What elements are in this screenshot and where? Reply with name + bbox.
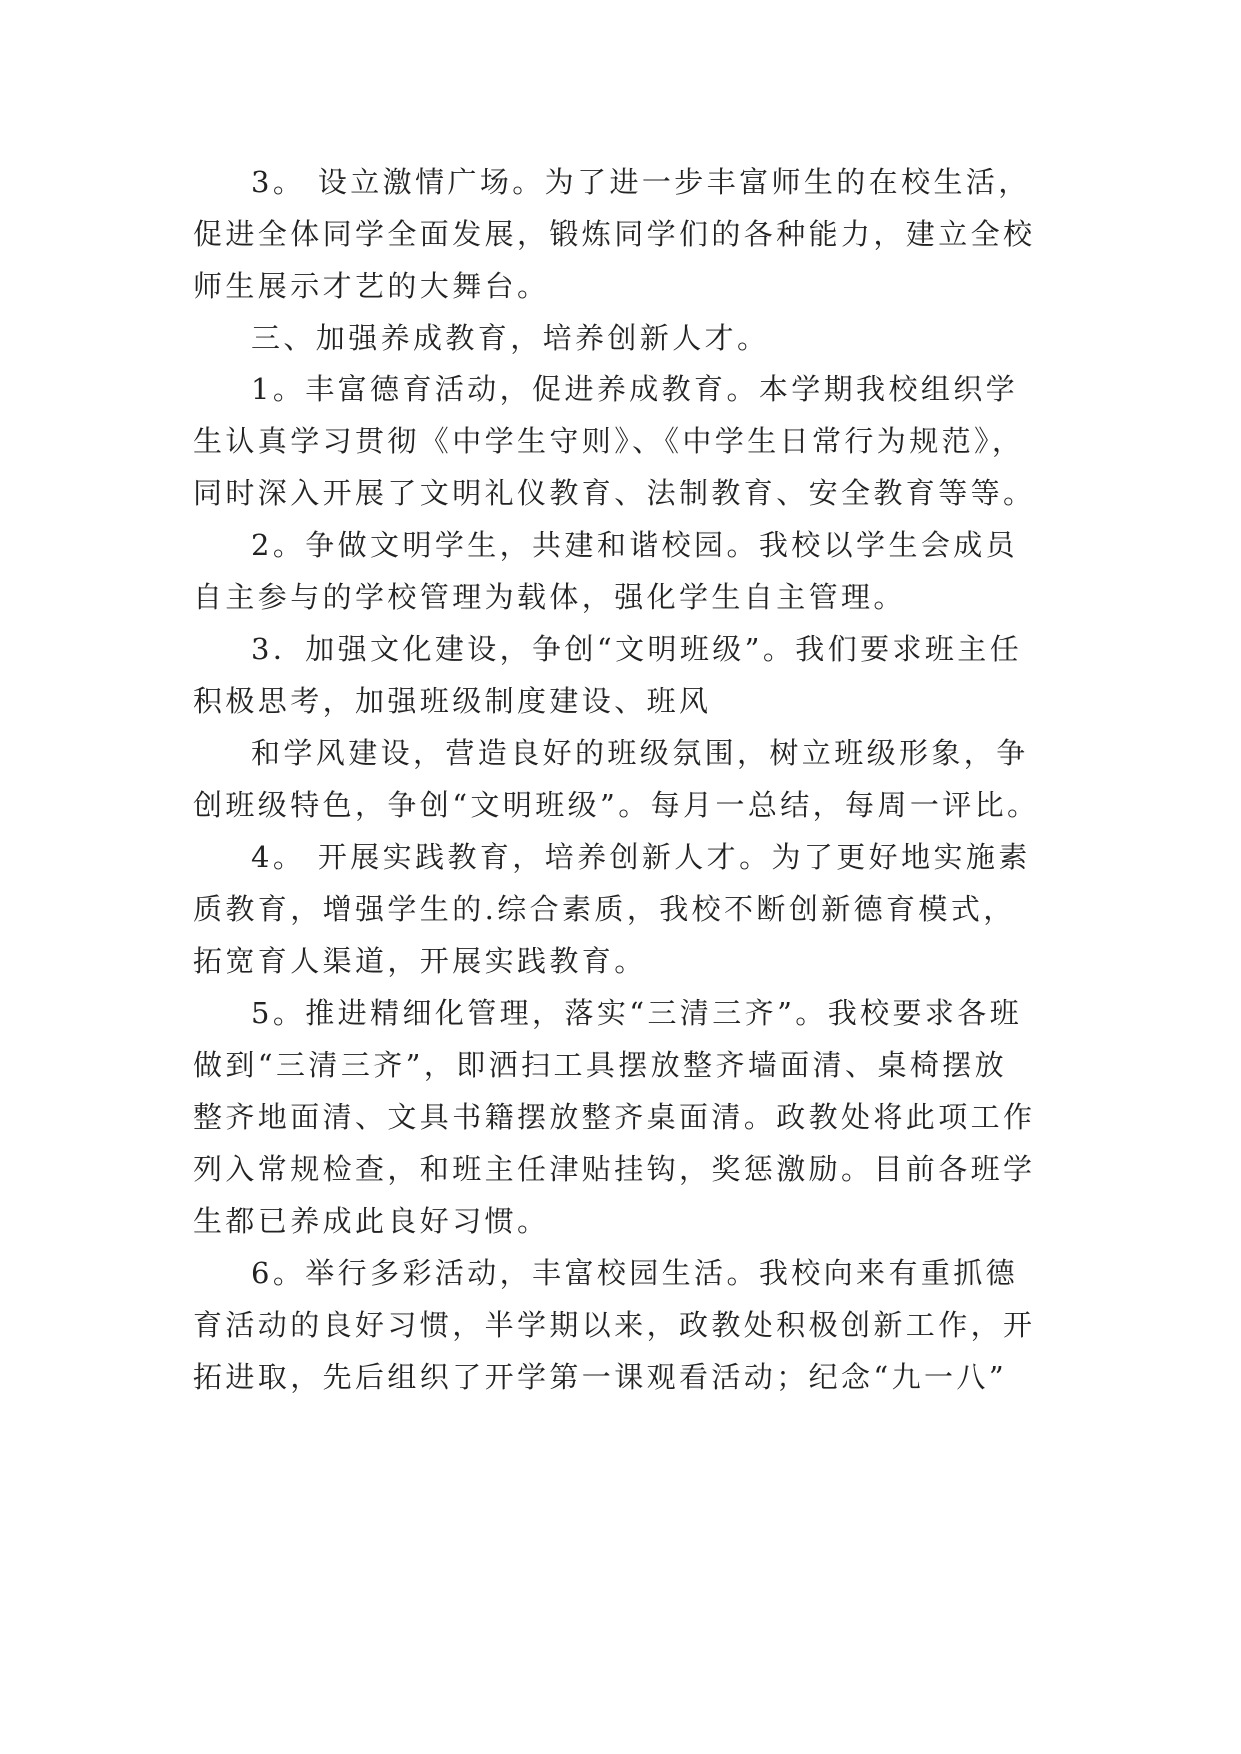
text-line-20: 列入常规检查，和班主任津贴挂钩，奖惩激励。目前各班学 bbox=[193, 1152, 1036, 1186]
text-line-3: 师生展示才艺的大舞台。 bbox=[193, 269, 550, 303]
text-line-24: 拓进取，先后组织了开学第一课观看活动；纪念“九一八” bbox=[193, 1360, 1008, 1394]
text-line-6: 生认真学习贯彻《中学生守则》、《中学生日常行为规范》， bbox=[193, 424, 1025, 458]
text-line-16: 拓宽育人渠道，开展实践教育。 bbox=[193, 944, 647, 978]
text-line-22: 6。举行多彩活动，丰富校园生活。我校向来有重抓德 bbox=[251, 1256, 1019, 1290]
text-line-18: 做到“三清三齐”，即洒扫工具摆放整齐墙面清、桌椅摆放 bbox=[193, 1048, 1008, 1082]
text-line-12: 和学风建设，营造良好的班级氛围，树立班级形象，争 bbox=[251, 736, 1029, 770]
text-line-13: 创班级特色，争创“文明班级”。每月一总结，每周一评比。 bbox=[193, 788, 1040, 822]
text-line-4: 三、加强养成教育，培养创新人才。 bbox=[251, 321, 770, 355]
text-line-17: 5。推进精细化管理，落实“三清三齐”。我校要求各班 bbox=[251, 996, 1023, 1030]
text-line-19: 整齐地面清、文具书籍摆放整齐桌面清。政教处将此项工作 bbox=[193, 1100, 1036, 1134]
text-line-10: 3．加强文化建设，争创“文明班级”。我们要求班主任 bbox=[251, 632, 1023, 666]
text-line-1: 3。 设立激情广场。为了进一步丰富师生的在校生活， bbox=[251, 165, 1031, 199]
text-line-9: 自主参与的学校管理为载体，强化学生自主管理。 bbox=[193, 580, 906, 614]
text-line-15: 质教育，增强学生的.综合素质，我校不断创新德育模式， bbox=[193, 892, 1016, 926]
text-line-5: 1。丰富德育活动，促进养成教育。本学期我校组织学 bbox=[251, 372, 1019, 406]
text-line-11: 积极思考，加强班级制度建设、班风 bbox=[193, 684, 712, 718]
text-line-7: 同时深入开展了文明礼仪教育、法制教育、安全教育等等。 bbox=[193, 476, 1036, 510]
text-line-23: 育活动的良好习惯，半学期以来，政教处积极创新工作，开 bbox=[193, 1308, 1036, 1342]
text-line-8: 2。争做文明学生，共建和谐校园。我校以学生会成员 bbox=[251, 528, 1019, 562]
text-line-2: 促进全体同学全面发展，锻炼同学们的各种能力，建立全校 bbox=[193, 217, 1036, 251]
text-line-21: 生都已养成此良好习惯。 bbox=[193, 1204, 550, 1238]
text-line-14: 4。 开展实践教育，培养创新人才。为了更好地实施素 bbox=[251, 840, 1031, 874]
